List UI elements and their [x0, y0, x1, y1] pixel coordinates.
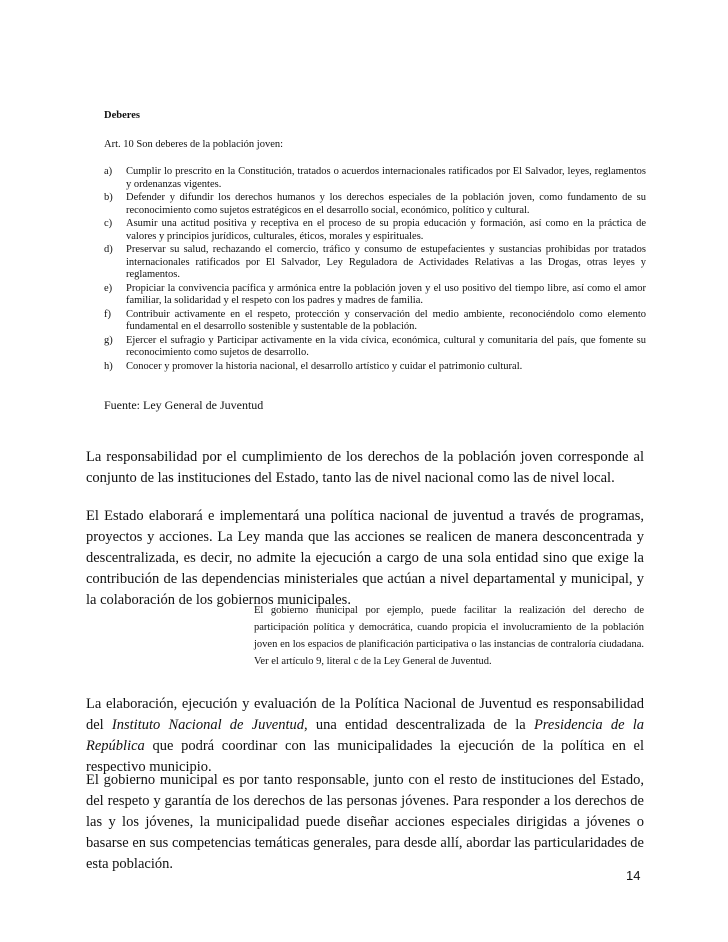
list-item [104, 309, 646, 334]
item-text: Ejercer el sufragio y Participar activamente en la vida cívica, económica, cultural y comunitaria del país, que fomente su reconocimiento como sujetos de desarrollo. [126, 334, 646, 358]
p3-instituto: Instituto Nacional de Juventud [111, 716, 305, 733]
item-label: e) [104, 282, 113, 294]
item-text: Cumplir lo prescrito en la Constitución, tratados o acuerdos internacionales ratificados por El Salvador, leyes, reglamentos y ordenanzas vigentes. [126, 166, 646, 190]
list-item [104, 361, 646, 374]
item-label: h) [104, 360, 113, 372]
p3-text-e: que podrá coordinar con las municipalidades la ejecución de la política en el respectivo municipio. [86, 737, 644, 775]
list-item [104, 244, 646, 282]
item-text: Contribuir activamente en el respeto, protección y conservación del medio ambiente, reconociéndolo como elemento fundamental en el desarrollo sostenible y sustentable de la población. [126, 308, 646, 332]
item-label: g) [104, 334, 113, 346]
item-label: b) [104, 192, 113, 203]
item-text: Asumir una actitud positiva y receptiva en el proceso de su propia educación y formación, así como en la práctica de valores y principios jurídicos, culturales, éticos, morales y espirituales. [126, 218, 646, 242]
item-label: f) [104, 308, 111, 320]
item-text: Conocer y promover la historia nacional, el desarrollo artístico y cuidar el patrimonio cultural. [126, 360, 523, 372]
box-intro: Art. 10 Son deberes de la población joven: [104, 139, 284, 150]
item-label: a) [104, 166, 113, 177]
list-item [104, 192, 646, 217]
p3-text-a: La elaboración, ejecución y evaluación de la Política Nacional de Juventud es responsabilidad del [86, 695, 644, 733]
paragraph-estado: El Estado elaborará e implementará una política nacional de juventud a través de programas, proyectos y acciones. La Ley manda que las acciones se realicen de manera desconcentrada y descentralizada, es decir, no admite la ejecución a cargo de una sola entidad sino que exige la contribución de las dependencias ministeriales que actúan a nivel departamental y municipal, y la colaboración de los gobiernos municipales. [86, 507, 644, 608]
item-text: Propiciar la convivencia pacífica y armónica entre la población joven y el uso positivo del tiempo libre, así como el amor familiar, la solidaridad y el respeto con los padres y madres de familia. [126, 282, 646, 306]
list-item [104, 166, 646, 191]
list-item [104, 283, 646, 308]
p3-presidencia: Presidencia de la República [86, 716, 645, 754]
deberes-list [104, 166, 646, 374]
box-source: Fuente: Ley General de Juventud [104, 398, 264, 412]
item-text: Preservar su salud, rechazando el comercio, tráfico y consumo de estupefacientes y sustancias prohibidas por tratados internacionales ratificados por El Salvador, Ley Reguladora de Actividades Relativas a las Drogas, otras leyes y reglamentos. [126, 244, 646, 280]
paragraph-responsabilidad: La responsabilidad por el cumplimiento de los derechos de la población joven corresponde al conjunto de las instituciones del Estado, tanto las de nivel nacional como las de nivel local. [86, 448, 644, 486]
item-label: c) [104, 218, 113, 229]
paragraph-gobierno-municipal: El gobierno municipal es por tanto responsable, junto con el resto de instituciones del Estado, del respeto y garantía de los derechos de las personas jóvenes. Para responder a los derechos de las y los jóvenes, la municipalidad puede diseñar acciones especiales dirigidas a jóvenes o basarse en sus competencias temáticas generales, para desde allí, abordar las particularidades de esta población. [86, 771, 644, 872]
list-item [104, 335, 646, 360]
sidenote: El gobierno municipal por ejemplo, puede facilitar la realización del derecho de participación política y democrática, cuando propicia el involucramiento de la población joven en los espacios de planificación participativa o las instancias de contraloría ciudadana. Ver el artículo 9, literal c de la Ley General de Juventud. [254, 605, 644, 667]
item-label: d) [104, 244, 113, 255]
page-number: 14 [626, 868, 641, 883]
paragraph-politica-nacional [86, 694, 644, 778]
box-title: Deberes [104, 110, 140, 121]
p3-text-c: , una entidad descentralizada de la [304, 716, 534, 733]
list-item [104, 218, 646, 243]
item-text: Defender y difundir los derechos humanos y los derechos especiales de la población joven, como fundamento de su reconocimiento como sujetos estratégicos en el desarrollo social, económico, político y cultural. [126, 192, 646, 216]
